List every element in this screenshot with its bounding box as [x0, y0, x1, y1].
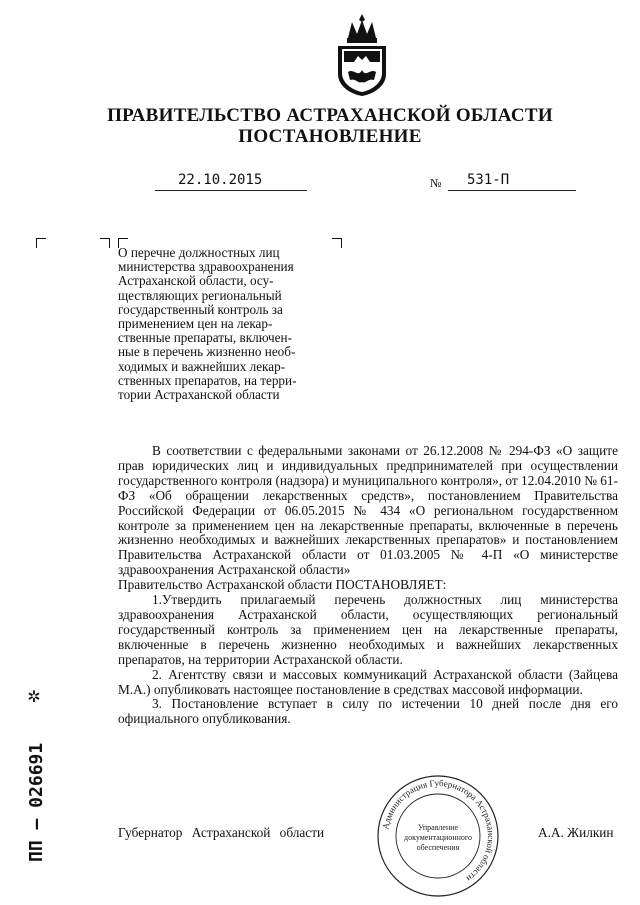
subject-line: О перечне должностных лиц	[118, 245, 280, 260]
document-date: 22.10.2015	[178, 172, 263, 188]
item-3-paragraph: 3. Постановление вступает в силу по истечении 10 дней после дня его официального опубликования.	[118, 696, 618, 727]
item-2-paragraph: 2. Агентству связи и массовых коммуникаций Астраханской области (Зайцева М.А.) опубликовать настоящее постановление в средствах массовой информации.	[118, 666, 618, 697]
stamp-line: обеспечения	[416, 843, 460, 852]
serial-number	[14, 686, 54, 866]
subject-line: ществляющих региональный	[118, 287, 282, 303]
subject-line: министерства здравоохранения	[118, 259, 294, 275]
preamble-paragraph: В соответствии с федеральными законами от 26.12.2008 № 294-ФЗ «О защите прав юридических лиц и индивидуальных предпринимателей при осуществлении государственного контроля (надзора) и муниципального контроля», от 12.04.2010 № 61-ФЗ «Об обращении лекарственных средств», постановлением Правительства Российской Федерации от 06.05.2015 № 434 «О региональном государственном контроле за применением цен на лекарственные препараты, включенные в перечень жизненно необходимых и важнейших лекарственных препаратов» и постановлением Правительства Астраханской области от 01.03.2005 № 4-П «О министерстве здравоохранения Астраханской области»	[118, 443, 618, 578]
subject-line: ные в перечень жизненно необ-	[118, 344, 296, 360]
date-underline	[155, 190, 307, 191]
subject-line: ственных препаратов, на терри-	[118, 372, 297, 388]
item-1-paragraph: 1.Утвердить прилагаемый перечень должностных лиц министерства здравоохранения Астраханской области, осуществляющих региональный государственный контроль за применением цен на лекарственные препараты, включенные в перечень жизненно необходимых и важнейших лекарственных препаратов, на территории Астраханской области.	[118, 592, 618, 667]
signer-name: А.А. Жилкин	[538, 825, 614, 840]
official-stamp	[372, 774, 504, 898]
subject-line: ственные препараты, включен-	[118, 330, 292, 346]
subject-line: государственный контроль за	[118, 301, 283, 317]
stamp-ring-text: Администрация Губернатора Астраханской области	[380, 777, 497, 884]
document-type: ПОСТАНОВЛЕНИЕ	[238, 126, 422, 147]
subject-line: тории Астраханской области	[118, 387, 280, 403]
organization-title: ПРАВИТЕЛЬСТВО АСТРАХАНСКОЙ ОБЛАСТИ	[107, 105, 553, 126]
signer-title: Губернатор Астраханской области	[118, 825, 325, 840]
subject-line: применением цен на лекар-	[118, 316, 273, 332]
document-number: 531-П	[467, 172, 510, 188]
stamp-line: документационного	[404, 833, 472, 842]
corner-mark	[36, 238, 46, 248]
corner-mark	[100, 238, 110, 248]
document-body	[118, 444, 618, 727]
stamp-line: Управление	[417, 823, 459, 832]
subject-line: ходимых и важнейших лекар-	[118, 358, 286, 374]
coat-of-arms-icon	[330, 12, 394, 98]
serial-number-text: ПП – 026691	[26, 742, 47, 862]
number-underline	[448, 190, 576, 191]
decree-line: Правительство Астраханской области ПОСТАНОВЛЯЕТ:	[118, 577, 447, 593]
asterisk-icon: ✲	[27, 689, 41, 706]
number-sign: №	[430, 176, 442, 190]
document-subject	[118, 246, 336, 402]
subject-line: Астраханской области, осу-	[118, 273, 274, 289]
